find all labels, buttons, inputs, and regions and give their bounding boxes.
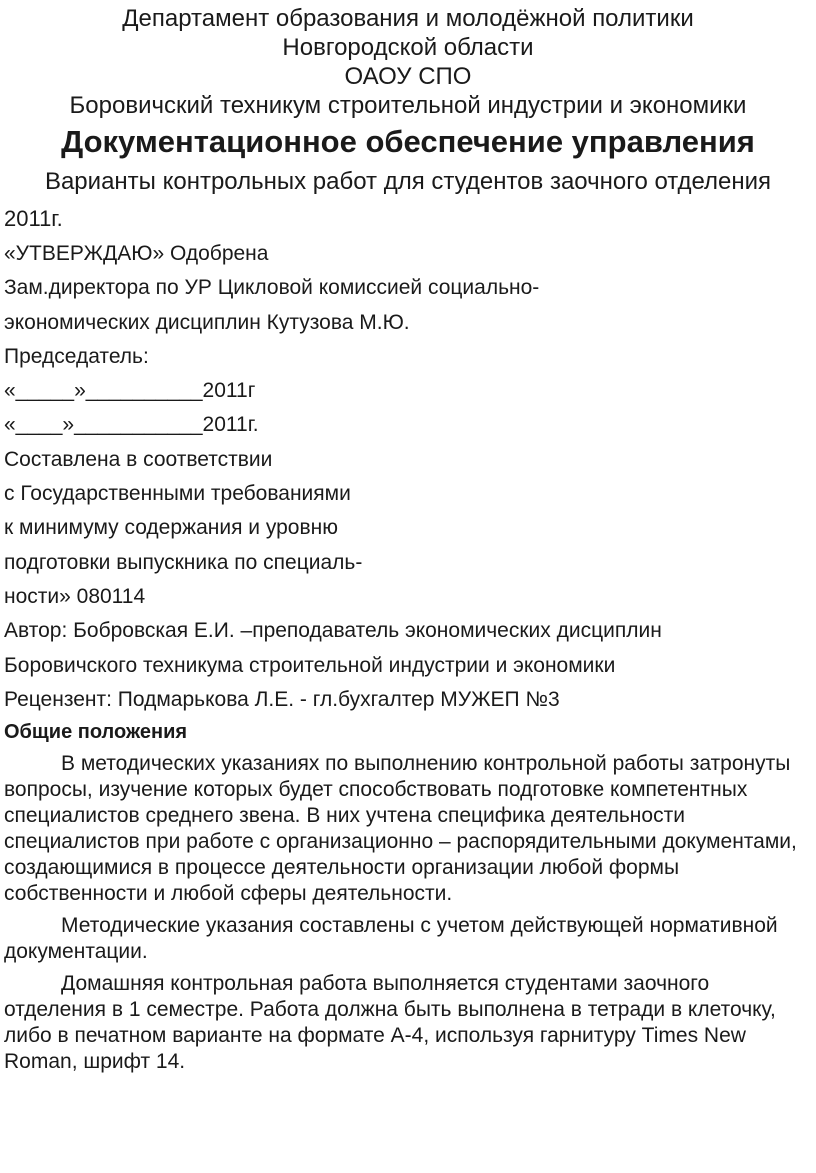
approval-date-line: «_____»__________2011г [4,379,256,403]
body-paragraph: В методических указаниях по выполнению контрольной работы затронуты вопросы, изучение которых будет способствовать подготовке компетентных специалистов среднего звена. В них учтена специфика деятельности специалистов при работе с организационно – распорядительными документами, создающимися в процессе деятельности организации любой формы собственности и любой сферы деятельности. [4,752,797,906]
body-paragraph: Методические указания составлены с учетом действующей нормативной документации. [4,914,778,964]
section-heading: Общие положения [4,721,188,744]
compliance-line: Составлена в соответствии [4,447,273,471]
approval-block [4,201,812,717]
approval-line: Зам.директора по УР Цикловой комиссией социально- [4,276,540,300]
approval-line: Председатель: [4,344,149,368]
header-line-region: Новгородской области [282,34,534,61]
header-line-institution-name: Боровичский техникум строительной индустрии и экономики [69,92,747,119]
header-line-institution-type: ОАОУ СПО [344,63,472,90]
author-line: Боровичского техникума строительной индустрии и экономики [4,653,616,677]
compliance-line: к минимуму содержания и уровню [4,516,338,540]
specialty-code-line: ности» 080114 [4,584,146,608]
document-header [4,0,812,120]
body-paragraph: Домашняя контрольная работа выполняется студентами заочного отделения в 1 семестре. Работа должна быть выполнена в тетради в клеточку, либо в печатном варианте на формате А-4, используя гарнитуру Times New Roman, шрифт 14. [4,972,776,1074]
compliance-line: подготовки выпускника по специаль- [4,550,363,574]
approval-line: «УТВЕРЖДАЮ» Одобрена [4,242,269,265]
document-subtitle: Варианты контрольных работ для студентов заочного отделения [44,168,772,195]
approval-date-line: «____»___________2011г. [4,413,259,437]
document-year: 2011г. [4,206,63,231]
compliance-line: с Государственными требованиями [4,482,351,506]
approval-line: экономических дисциплин Кутузова М.Ю. [4,310,410,334]
document-title: Документационное обеспечение управления [61,124,755,159]
header-line-department: Департамент образования и молодёжной политики [122,5,694,32]
reviewer-line: Рецензент: Подмарькова Л.Е. - гл.бухгалтер МУЖЕП №3 [4,687,560,711]
author-line: Автор: Бобровская Е.И. –преподаватель экономических дисциплин [4,619,662,643]
